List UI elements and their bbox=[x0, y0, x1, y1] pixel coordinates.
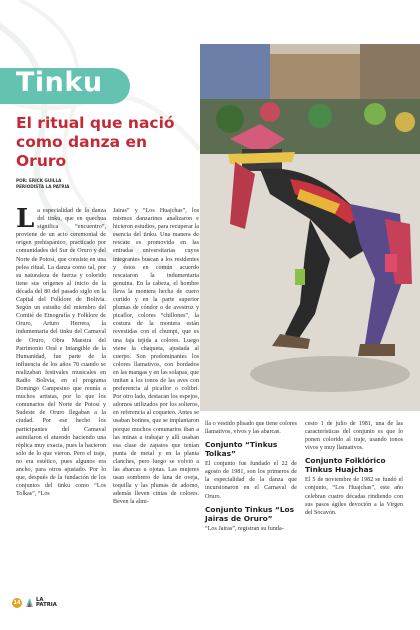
dropcap: L bbox=[16, 204, 35, 234]
section-body-huajchas: El 5 de noviembre de 1982 se fundó el conjunto, “Los Huajchas”, este año celebran cuatro décadas rindiendo con sus pasos ágiles devoción a la Virgen del Socavón. bbox=[305, 477, 403, 516]
la-patria-logo-icon bbox=[25, 598, 34, 608]
column-2-text: Jairas” y “Los Huajchas”, los mismos danzarines analizaron e hicieron estudios, para recuperar la esencia del tinku. Una manera de rescate es promovida en las entradas universitarias cuyos integrantes buscan a los residentes y éstos en común acuerdo rescataron la indumentaria genuina. En la cabeza, el hombre lleva la montera hecha de cuero curtido y en la parte superior plumas de cóndor o de avestruz y picaflor, colores “chillones”, la costura de la montera están revestidas con el chumpi, que es una faja tejida a colores. Luego viene la chaqueta, ajustada al cuerpo. Son predominantes los colores llamativos, con bordados en las mangas y en las solapas, que imitan a los tonos de las aves con preferencia al picaflor o colibrí. Por otro lado, destacan los espejos, adornos utilizados por los solteros, en referencia al coqueteo. Antes se usaban botines, que se implantaron porque muchos comunarios iban a las minas a trabajar y allí usaban esa clase de zapatos que tenían punta de metal y en la planta clanches, pero luego se volvió a las abarcas u ojotas. Las mujeres usan sombrero de lana de oveja, toquilla y las plumas de adorno, además lleven cintas de colores. Beven la almi- bbox=[113, 208, 199, 506]
article-column-4 bbox=[305, 420, 403, 517]
brand-line-2: PATRIA bbox=[36, 602, 57, 608]
column-4-intro: cesto 1 de julio de 1981, una de las características del conjunto es que lo ponen colorido al traje, usando tonos vivos y muy llamativos. bbox=[305, 421, 403, 452]
byline-outlet: PERIODISTA LA PATRIA bbox=[16, 184, 70, 189]
section-heading-tolkas: Conjunto “Tinkus Tolkas” bbox=[205, 440, 278, 459]
article-column-1 bbox=[16, 204, 106, 498]
brand-line-1: LA bbox=[36, 596, 44, 603]
article-column-2 bbox=[113, 207, 199, 506]
article-column-3 bbox=[205, 420, 297, 533]
byline-author: POR: ERICK GUILLA bbox=[16, 178, 62, 183]
la-patria-brand bbox=[36, 598, 57, 609]
section-heading-jairas: Conjunto Tinkus “Los Jairas de Oruro” bbox=[205, 504, 295, 523]
column-1-text: a especialidad de la danza del tinku, que en quechua significa “encuentro”, proviene de un acto ceremonial de origen prehispánico, practicado por comunidades del Sur de Oruro y del Norte de Potosí, que consiste en una pelea ritual. La danza como tal, por su naturaleza de fuerza y colorido tiene sus orígenes al inicio de la década del 80 del pasado siglo en la Capital del Folklore de Bolivia. Según un estudio del miembro del Comité de Etnografía y Folklore de Oruro, Arturo Herrera, la indumentaria del tinku del Carnaval de Oruro, Obra Maestra del Patrimonio Oral e Intangible de la Humanidad, fue parte de la influencia de los años 70 cuando se realizaban festivales musicales en Radio Bolivia, en el programa Domingo Campesino que reunía a muchos artistas, por lo que los comunarios del Norte de Potosí y Sudeste de Oruro llegaban a la ciudad. Por ese hecho los participantes del Carnaval asimilaron el atuendo haciendo una réplica muy exacta, pues la hacieron sólo de lo que vieron. Pero el traje, no era estético, pues algunos era ancho, para otros ajustado. Por lo que, después de la fundación de los conjuntos del tinku como “Los Tolkas”, “Los bbox=[16, 208, 106, 498]
section-title: Tinku bbox=[16, 67, 103, 98]
page-footer bbox=[12, 597, 57, 609]
byline bbox=[16, 178, 69, 190]
section-body-jairas: “Los Jairas”, registran su funda- bbox=[205, 525, 284, 532]
section-body-tolkas: El conjunto fue fundado el 22 de agosto de 1981, son los primeros de la especialidad de la danza que incursionaron en el Carnaval de Oruro. bbox=[205, 461, 297, 500]
page-number: 14 bbox=[13, 600, 21, 606]
tinku-dancer-photo bbox=[200, 44, 420, 411]
column-3-intro: lla o vestido plisado que tiene colores llamativos, vivos y las abarcas. bbox=[205, 421, 297, 436]
section-heading-huajchas: Conjunto Folklórico Tinkus Huajchas bbox=[305, 456, 386, 475]
headline: El ritual que nació como danza en Oruro bbox=[16, 114, 175, 170]
